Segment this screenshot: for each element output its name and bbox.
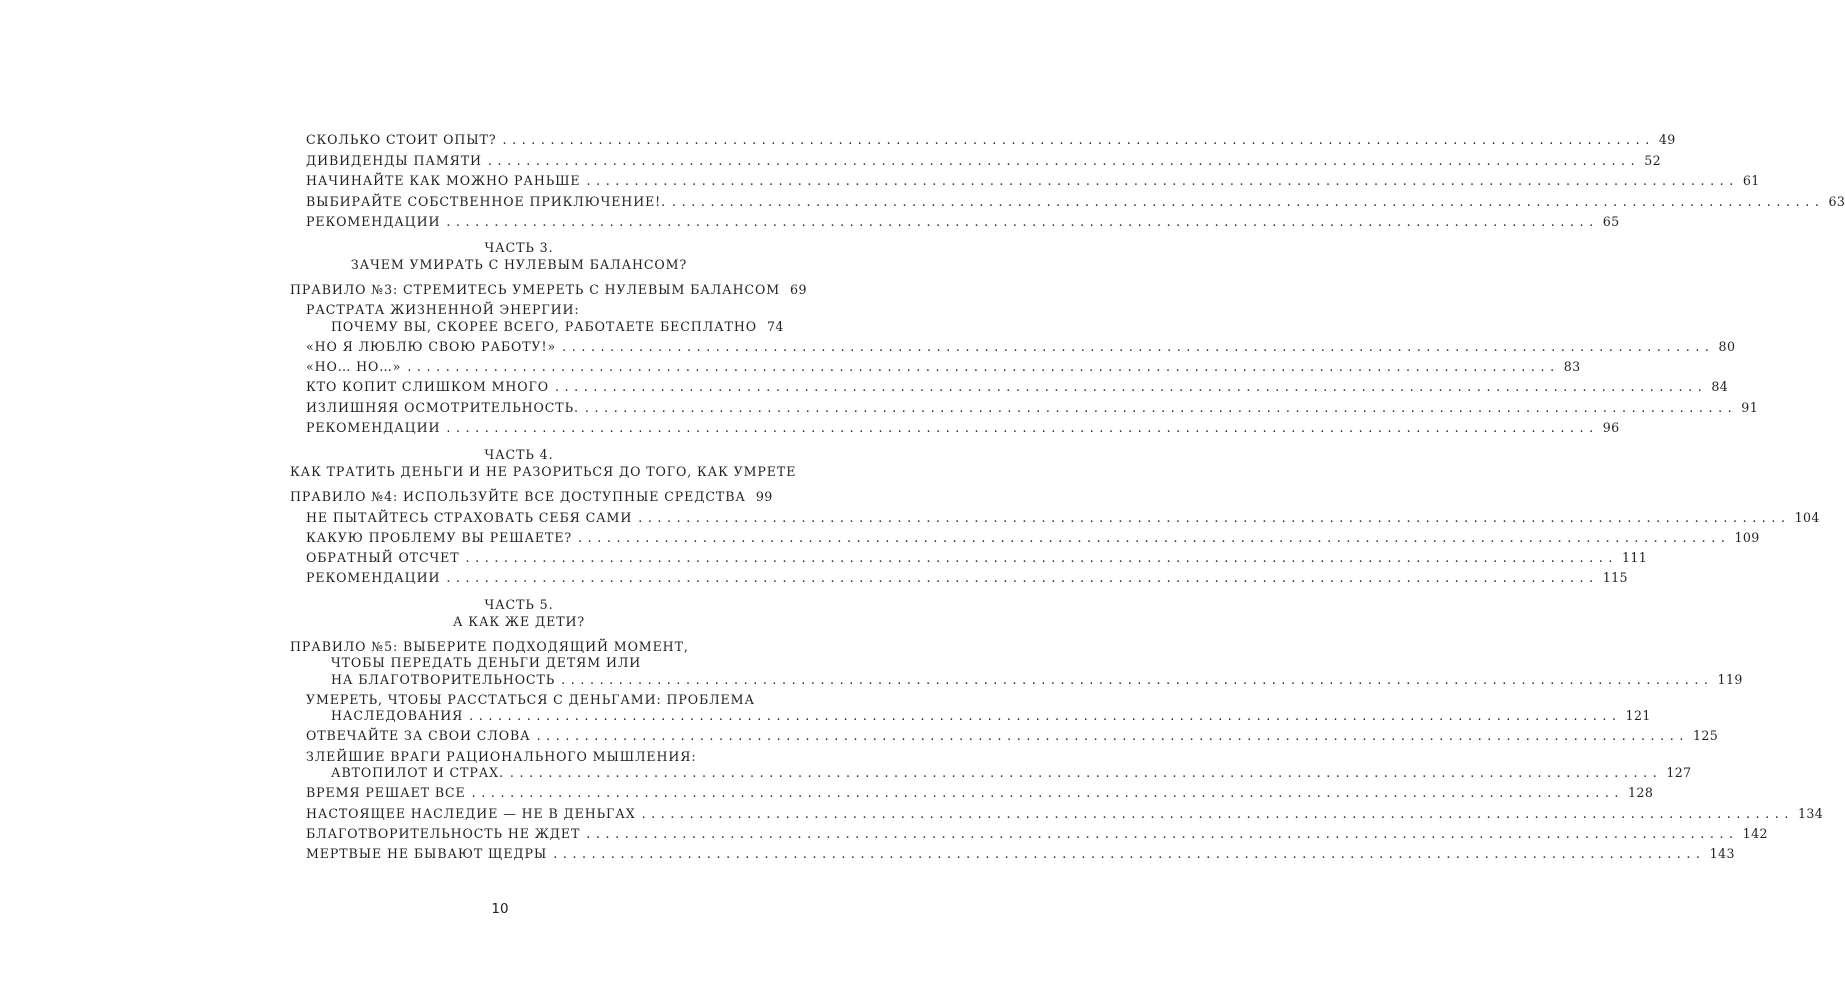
toc-entry [306,173,1760,189]
dot-leader: ........................................................................................................................ [553,846,1706,861]
toc-entry [306,550,1648,566]
toc-entry [306,194,1845,210]
toc-entry [306,359,1581,375]
rule-title: ПРАВИЛО №4: ИСПОЛЬЗУЙТЕ ВСЕ ДОСТУПНЫЕ СРЕДСТВА [290,489,746,504]
toc-entry-title-line: УМЕРЕТЬ, ЧТОБЫ РАССТАТЬСЯ С ДЕНЬГАМИ: ПРОБЛЕМА [306,692,755,707]
toc-entry-title: РЕКОМЕНДАЦИИ [306,214,441,229]
dot-leader: ........................................................................................................................ [641,806,1794,821]
toc-entry-page: 121 [1625,708,1651,723]
toc-entry [306,214,1620,230]
toc-entry-page: 111 [1621,550,1648,565]
part-label: ЧАСТЬ 5. [484,597,554,612]
toc-entry-title: АВТОПИЛОТ И СТРАХ. [331,765,504,780]
dot-leader: ........................................................................................................................ [465,550,1618,565]
toc-entry-title: КТО КОПИТ СЛИШКОМ МНОГО [306,379,549,394]
dot-leader: ........................................................................................................................ [536,728,1689,743]
toc-entry-title: ВРЕМЯ РЕШАЕТ ВСЕ [306,785,466,800]
toc-entry-page: 104 [1794,510,1820,525]
toc-entry [306,379,1729,395]
dot-leader: ........................................................................................................................ [561,672,1714,687]
dot-leader: ........................................................................................................................ [509,765,1663,780]
rule-title-line: ПРАВИЛО №5: ВЫБЕРИТЕ ПОДХОДЯЩИЙ МОМЕНТ, [290,639,689,654]
toc-entry-title: НАСТОЯЩЕЕ НАСЛЕДИЕ — НЕ В ДЕНЬГАХ [306,806,636,821]
toc-entry-title: КАКУЮ ПРОБЛЕМУ ВЫ РЕШАЕТЕ? [306,530,573,545]
rule-entry [290,489,773,505]
toc-entry-title: ОБРАТНЫЙ ОТСЧЕТ [306,550,460,565]
toc-entry-page: 143 [1709,846,1735,861]
part-label: ЧАСТЬ 3. [484,240,554,255]
rule-title: НА БЛАГОТВОРИТЕЛЬНОСТЬ [331,672,556,687]
toc-entry-title: ПОЧЕМУ ВЫ, СКОРЕЕ ВСЕГО, РАБОТАЕТЕ БЕСПЛАТНО [331,319,757,334]
dot-leader: ........................................................................................................................ [469,708,1622,723]
part-label: ЧАСТЬ 4. [484,447,554,462]
toc-entry [306,510,1820,526]
toc-entry [331,708,1651,724]
toc-entry-page: 119 [1717,672,1743,687]
toc-entry [306,806,1824,822]
toc-entry [306,846,1735,862]
toc-entry-page: 109 [1734,530,1760,545]
toc-entry [306,339,1736,355]
toc-entry-title: ВЫБИРАЙТЕ СОБСТВЕННОЕ ПРИКЛЮЧЕНИЕ!. [306,194,667,209]
toc-entry-page: 61 [1742,173,1760,188]
toc-entry-page: 69 [790,282,807,297]
toc-entry-title: СКОЛЬКО СТОИТ ОПЫТ? [306,132,497,147]
toc-entry [331,765,1692,781]
toc-entry-page: 125 [1692,728,1719,743]
rule-title-line: ЧТОБЫ ПЕРЕДАТЬ ДЕНЬГИ ДЕТЯМ ИЛИ [331,655,642,670]
toc-entry [306,826,1768,842]
toc-entry-title: БЛАГОТВОРИТЕЛЬНОСТЬ НЕ ЖДЕТ [306,826,581,841]
dot-leader: ........................................................................................................................ [471,785,1625,800]
toc-entry-title: ИЗЛИШНЯЯ ОСМОТРИТЕЛЬНОСТЬ. [306,400,579,415]
dot-leader: ........................................................................................................................ [672,194,1825,209]
toc-entry-title: РЕКОМЕНДАЦИИ [306,420,441,435]
toc-entry-page: 74 [766,319,784,334]
toc-entry-title: НАСЛЕДОВАНИЯ [331,708,464,723]
toc-entry [331,319,784,335]
dot-leader: ........................................................................................................................ [562,339,1715,354]
toc-entry-page: 84 [1711,379,1729,394]
dot-leader: ........................................................................................................................ [554,379,1708,394]
toc-entry-title: «НО… НО…» [306,359,402,374]
toc-entry [306,400,1759,416]
toc-entry-title: МЕРТВЫЕ НЕ БЫВАЮТ ЩЕДРЫ [306,846,548,861]
toc-entry-page: 63 [1828,194,1845,209]
toc-entry [306,728,1719,744]
dot-leader: ........................................................................................................................ [446,570,1599,585]
toc-entry-title: РЕКОМЕНДАЦИИ [306,570,441,585]
toc-entry-page: 65 [1602,214,1620,229]
toc-entry-page: 99 [755,489,773,504]
toc-entry [306,420,1620,436]
part-title: ЗАЧЕМ УМИРАТЬ С НУЛЕВЫМ БАЛАНСОМ? [350,257,688,272]
toc-entry-page: 80 [1718,339,1736,354]
rule-entry [290,282,807,298]
toc-entry [306,153,1662,169]
toc-entry-title: «НО Я ЛЮБЛЮ СВОЮ РАБОТУ!» [306,339,557,354]
toc-entry-title-line: ЗЛЕЙШИЕ ВРАГИ РАЦИОНАЛЬНОГО МЫШЛЕНИЯ: [306,749,697,764]
rule-entry [331,672,1743,688]
dot-leader: ........................................................................................................................ [578,530,1731,545]
dot-leader: ........................................................................................................................ [446,420,1599,435]
toc-entry [306,570,1628,586]
page-number: 10 [491,901,509,917]
dot-leader: ........................................................................................................................ [487,153,1641,168]
part-title: А КАК ЖЕ ДЕТИ? [452,614,586,629]
toc-entry-page: 49 [1658,132,1676,147]
toc-entry-page: 134 [1797,806,1824,821]
dot-leader: ........................................................................................................................ [584,400,1738,415]
dot-leader: ........................................................................................................................ [586,826,1739,841]
toc-entry-title: НЕ ПЫТАЙТЕСЬ СТРАХОВАТЬ СЕБЯ САМИ [306,510,633,525]
dot-leader: ........................................................................................................................ [446,214,1599,229]
toc-entry [306,132,1676,148]
rule-title: ПРАВИЛО №3: СТРЕМИТЕСЬ УМЕРЕТЬ С НУЛЕВЫМ БАЛАНСОМ [290,282,781,297]
toc-entry [306,785,1654,801]
toc-entry-title: ДИВИДЕНДЫ ПАМЯТИ [306,153,482,168]
toc-entry [306,530,1760,546]
part-title: КАК ТРАТИТЬ ДЕНЬГИ И НЕ РАЗОРИТЬСЯ ДО ТОГО, КАК УМРЕТЕ [290,464,797,479]
toc-entry-title: ОТВЕЧАЙТЕ ЗА СВОИ СЛОВА [306,728,531,743]
toc-entry-title: НАЧИНАЙТЕ КАК МОЖНО РАНЬШЕ [306,173,581,188]
toc-entry-page: 91 [1741,400,1759,415]
toc-entry-page: 142 [1742,826,1768,841]
toc-entry-page: 128 [1628,785,1654,800]
toc-entry-page: 83 [1563,359,1581,374]
dot-leader: ........................................................................................................................ [586,173,1739,188]
toc-entry-page: 52 [1644,153,1662,168]
dot-leader: ........................................................................................................................ [407,359,1560,374]
dot-leader: ........................................................................................................................ [638,510,1791,525]
dot-leader: ........................................................................................................................ [502,132,1655,147]
toc-entry-title-line: РАСТРАТА ЖИЗНЕННОЙ ЭНЕРГИИ: [306,302,580,317]
toc-entry-page: 96 [1602,420,1620,435]
toc-entry-page: 115 [1602,570,1628,585]
toc-entry-page: 127 [1666,765,1692,780]
